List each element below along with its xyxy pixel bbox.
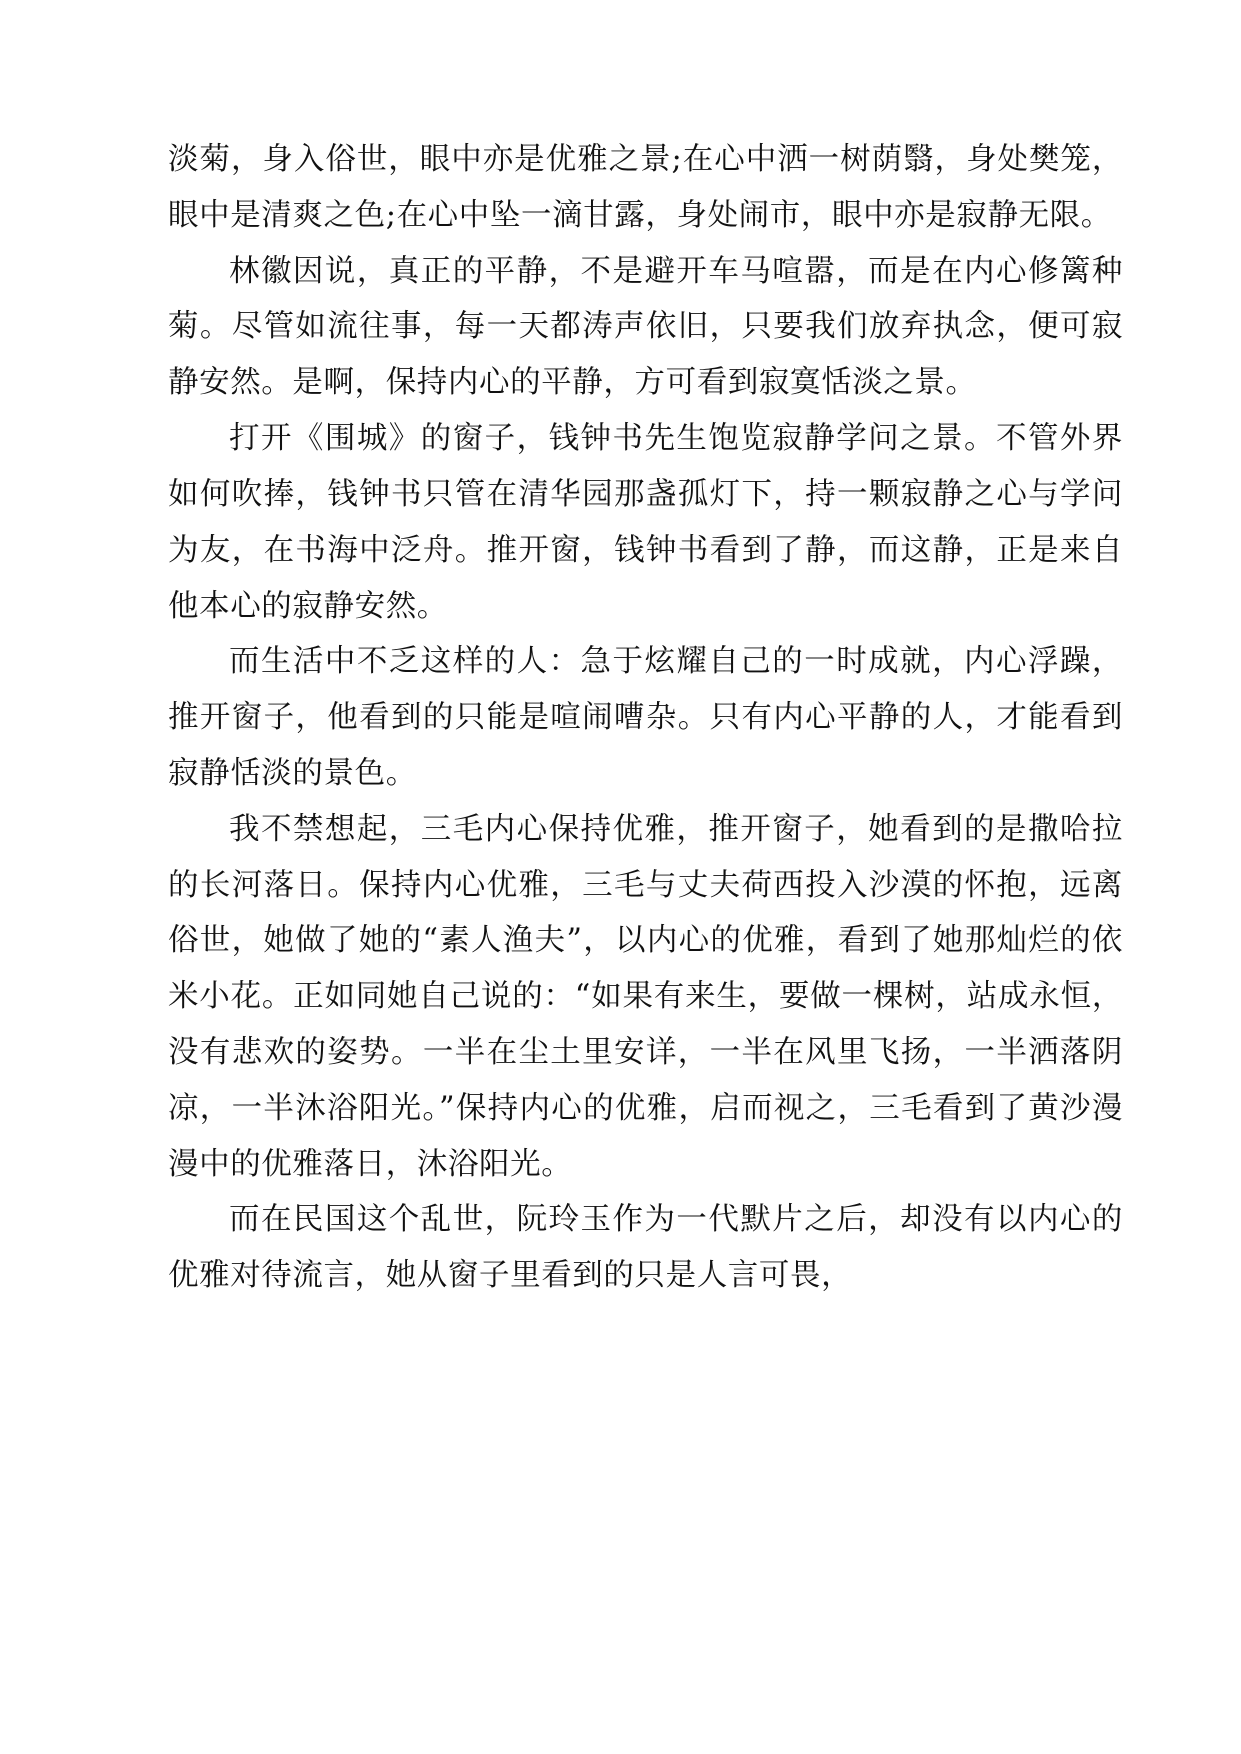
paragraph-3: 打开《围城》的窗子，钱钟书先生饱览寂静学问之景。不管外界如何吹捧，钱钟书只管在清华园那盏孤灯下，持一颗寂静之心与学问为友，在书海中泛舟。推开窗，钱钟书看到了静，而这静，正是来自他本心的寂静安然。: [168, 421, 1123, 624]
paragraph-1: 淡菊，身入俗世，眼中亦是优雅之景;在心中洒一树荫翳，身处樊笼，眼中是清爽之色;在心中坠一滴甘露，身处闹市，眼中亦是寂静无限。: [168, 142, 1123, 233]
paragraph-2: 林徽因说，真正的平静，不是避开车马喧嚣，而是在内心修篱种菊。尽管如流往事，每一天都涛声依旧，只要我们放弃执念，便可寂静安然。是啊，保持内心的平静，方可看到寂寞恬淡之景。: [168, 253, 1123, 401]
paragraph-5: 我不禁想起，三毛内心保持优雅，推开窗子，她看到的是撒哈拉的长河落日。保持内心优雅，三毛与丈夫荷西投入沙漠的怀抱，远离俗世，她做了她的“素人渔夫”，以内心的优雅，看到了她那灿烂的依米小花。正如同她自己说的：“如果有来生，要做一棵树，站成永恒，没有悲欢的姿势。一半在尘土里安详，一半在风里飞扬，一半洒落阴凉，一半沐浴阳光。”保持内心的优雅，启而视之，三毛看到了黄沙漫漫中的优雅落日，沐浴阳光。: [168, 811, 1123, 1182]
document-body: [168, 132, 1123, 1304]
paragraph-6: 而在民国这个乱世，阮玲玉作为一代默片之后，却没有以内心的优雅对待流言，她从窗子里看到的只是人言可畏，: [168, 1202, 1123, 1294]
paragraph-4: 而生活中不乏这样的人：急于炫耀自己的一时成就，内心浮躁，推开窗子，他看到的只能是喧闹嘈杂。只有内心平静的人，才能看到寂静恬淡的景色。: [168, 644, 1123, 791]
